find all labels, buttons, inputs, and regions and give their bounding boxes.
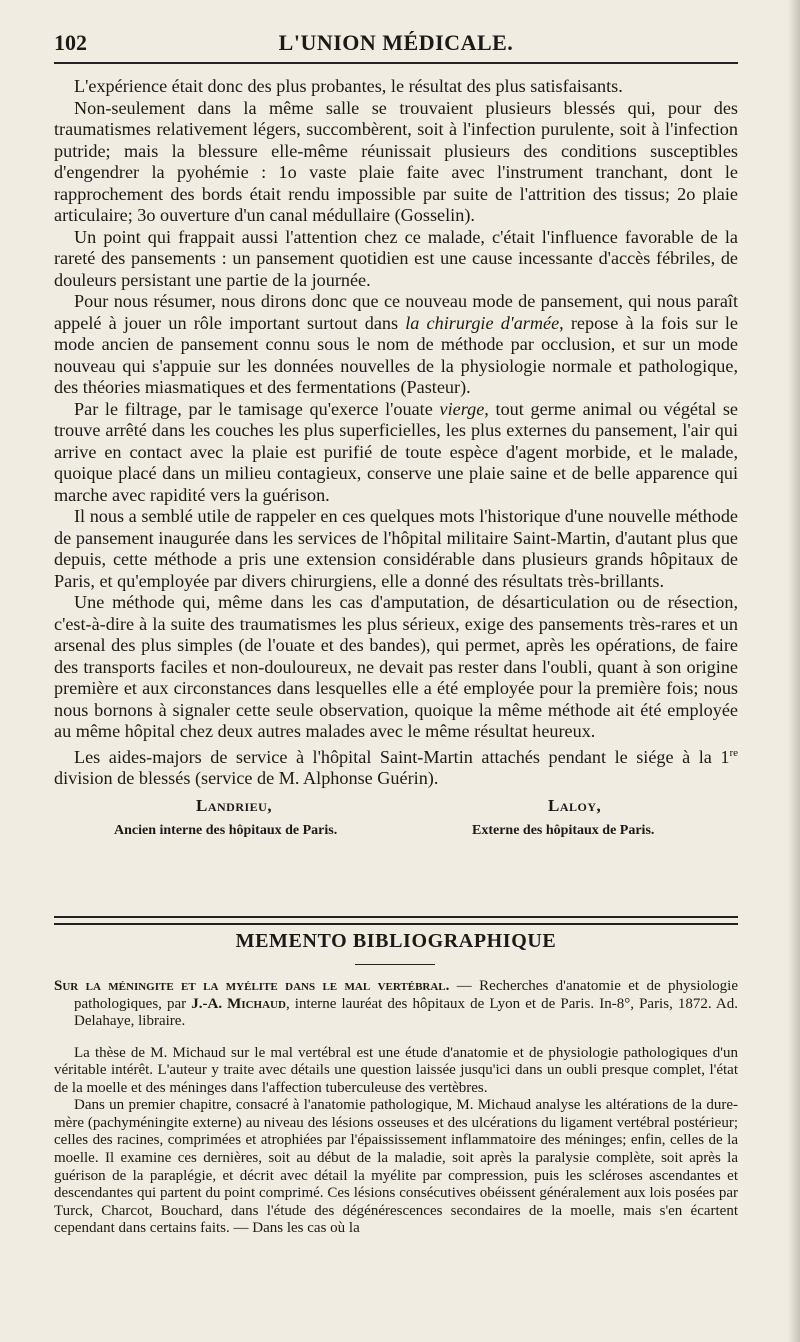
signature-name: Laloy,	[548, 795, 602, 815]
section-title: MEMENTO BIBLIOGRAPHIQUE	[235, 930, 557, 952]
running-title: L'UNION MÉDICALE.	[278, 30, 514, 55]
page-header	[54, 30, 738, 60]
paragraph: Un point qui frappait aussi l'attention chez ce malade, c'était l'influence favorable de la rareté des pansements : un pansement quotidien est une cause incessante d'accès fébriles, de douleurs persistant une partie de la journée.	[54, 226, 738, 290]
text-run: Pour nous résumer, nous dirons donc que ce nouveau mode de pansement, qui nous paraît appelé à jouer un rôle important surtout dans	[54, 291, 738, 333]
superscript: re	[729, 746, 738, 759]
text-run: division de blessés (service de M. Alphonse Guérin).	[54, 768, 439, 789]
entry-author: J.-A. Michaud	[191, 995, 286, 1012]
paragraph	[54, 291, 738, 399]
italic-text: vierge	[439, 398, 485, 419]
text-run: Les aides-majors de service à l'hôpital Saint-Martin attachés pendant le siége à la 1	[74, 746, 730, 767]
header-rule	[54, 62, 738, 64]
page-number: 102	[54, 30, 87, 55]
signatures	[54, 796, 738, 854]
paragraph: Une méthode qui, même dans les cas d'amputation, de désarticulation ou de résection, c'est-à-dire à la suite des traumatismes les plus sérieux, exige des pansements très-rares et un arsenal des plus simples (de l'ouate et des bandes), qui permet, après les opérations, de faire des transports faciles et non-douloureux, ne devait pas rester dans l'oubli, quant à son origine première et aux circonstances dans lesquelles elle a été employée pour la première fois; nous nous bornons à signaler cette seule observation, quoique la même méthode ait été employée au même hôpital chez deux autres malades avec le même résultat heureux.	[54, 592, 738, 741]
page-edge-shadow	[788, 0, 800, 1342]
entry-title: Sur la méningite et la myélite dans le mal vertébral.	[54, 978, 450, 994]
paragraph: L'expérience était donc des plus probantes, le résultat des plus satisfaisants.	[74, 76, 623, 96]
section-double-rule	[54, 916, 738, 925]
paragraph: Non-seulement dans la même salle se trouvaient plusieurs blessés qui, pour des traumatismes relativement légers, succombèrent, soit à l'infection purulente, soit à l'infection putride; mais la blessure elle-même réunissait plusieurs des conditions susceptibles d'engendrer la pyohémie : 1o vaste plaie faite avec l'instrument tranchant, dont le rapprochement des bords était rendu impossible par suite de l'attrition des tissus; 2o plaie articulaire; 3o ouverture d'un canal médullaire (Gosselin).	[54, 97, 738, 225]
paragraph: Dans un premier chapitre, consacré à l'anatomie pathologique, M. Michaud analyse les altérations de la dure-mère (pachyméningite externe) au niveau des lésions osseuses et des ulcérations du ligament vertébral postérieur; celles des racines, comprimées et atrophiées par l'épaississement inflammatoire des méninges; enfin, celles de la moelle. Il examine ces dernières, soit au début de la maladie, soit après la paralysie complète, soit après la guérison de la paraplégie, et décrit avec détail la myélite par compression, puis les scléroses ascendantes et descendantes qui partent du point comprimé. Ces lésions consécutives obéissent généralement aux lois posées par Turck, Charcot, Bouchard, dans l'étude des dégénérescences secondaires de la moelle, mais s'en écartent cependant dans certains faits. — Dans les cas où la	[54, 1097, 738, 1237]
paragraph: Il nous a semblé utile de rappeler en ces quelques mots l'historique d'une nouvelle méthode de pansement inaugurée dans les services de l'hôpital militaire Saint-Martin, d'autant plus que depuis, cette méthode a pris une extension considérable dans plusieurs grands hôpitaux de Paris, et qu'employée par divers chirurgiens, elle a donné des résultats très-brillants.	[54, 506, 738, 591]
bibliography-section	[54, 978, 738, 1238]
signature-role: Externe des hôpitaux de Paris.	[472, 822, 655, 838]
article-body	[54, 76, 738, 854]
spacer	[54, 1031, 738, 1045]
paragraph	[54, 743, 738, 790]
text-run: Par le filtrage, par le tamisage qu'exerce l'ouate	[74, 398, 440, 419]
italic-text: la chirurgie d'armée	[405, 312, 560, 333]
text-run: — Recherches d'anatomie et de physiologie pathologiques, par	[74, 978, 738, 1012]
text-run: , interne lauréat des hôpitaux de Lyon et de Paris. In-8°, Paris, 1872. Ad. Delahaye, libraire.	[74, 995, 738, 1029]
signature-name: Landrieu,	[196, 795, 273, 815]
bibliography-entry	[54, 978, 738, 1031]
title-underline	[355, 964, 435, 965]
paragraph	[54, 399, 738, 507]
paragraph: La thèse de M. Michaud sur le mal vertébral est une étude d'anatomie et de physiologie pathologiques d'un véritable intérêt. L'auteur y traite avec détails une question laissée jusqu'ici dans un oubli presque complet, l'état de la moelle et des méninges dans l'affection tuberculeuse des vertèbres.	[54, 1044, 738, 1096]
signature-role: Ancien interne des hôpitaux de Paris.	[114, 822, 338, 838]
text-run: , repose à la fois sur le mode ancien de pansement connu sous le nom de méthode par occlusion, et sur un mode nouveau qui s'appuie sur les données nouvelles de la physiologie normale et pathologique, des théories miasmatiques et des fermentations (Pasteur).	[54, 312, 738, 397]
text-run: , tout germe animal ou végétal se trouve arrêté dans les couches les plus superficielles, les plus externes du pansement, l'air qui arrive en contact avec la plaie est purifié de toute espèce d'agent morbide, et le malade, quoique placé dans un milieu contagieux, conserve une plaie saine et de belle apparence qui marche avec rapidité vers la guérison.	[54, 398, 738, 505]
